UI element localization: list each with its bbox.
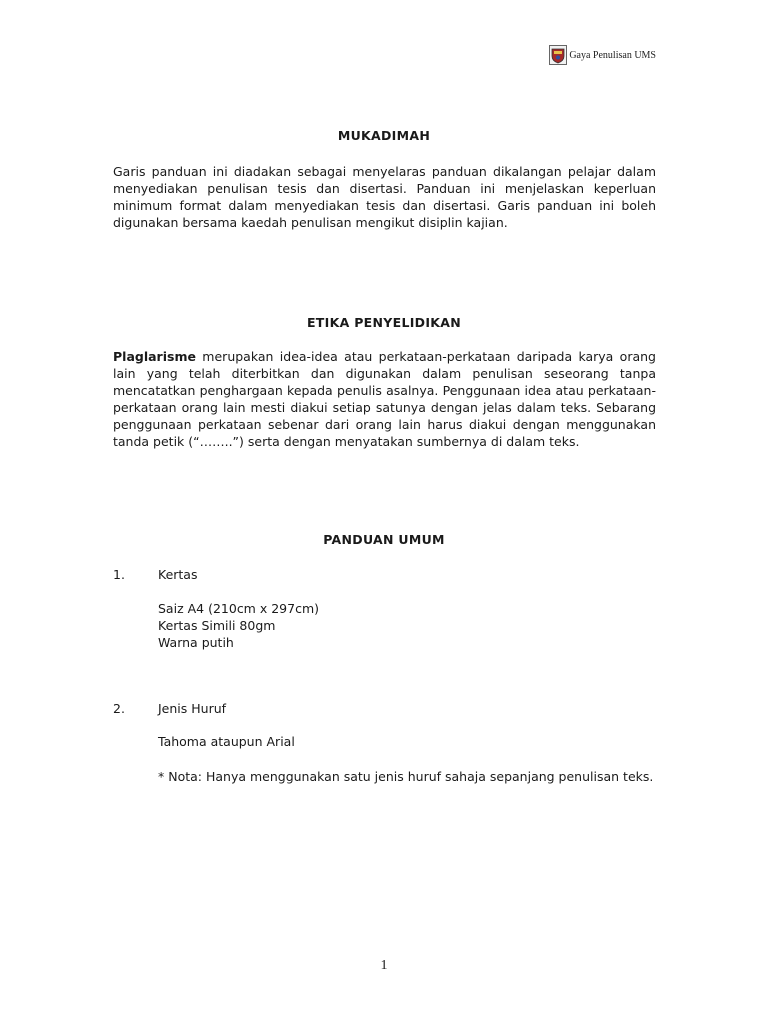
bold-term-plaglarisme: Plaglarisme (113, 349, 196, 364)
list-item-details-jenis-huruf (158, 733, 295, 750)
paragraph-mukadimah: Garis panduan ini diadakan sebagai menyelaras panduan dikalangan pelajar dalam menyediakan penulisan tesis dan disertasi. Panduan ini menjelaskan keperluan minimum format dalam menyediakan tesis dan disertasi. Garis panduan ini boleh digunakan bersama kaedah penulisan mengikut disiplin kajian. (113, 164, 656, 230)
list-item-detail: Warna putih (158, 635, 234, 650)
page-header (549, 45, 656, 65)
list-item-title-jenis-huruf: Jenis Huruf (158, 701, 227, 716)
header-title: Gaya Penulisan UMS (569, 49, 656, 61)
heading-panduan-umum: PANDUAN UMUM (323, 532, 445, 547)
note-paragraph: * Nota: Hanya menggunakan satu jenis huruf sahaja sepanjang penulisan teks. (158, 769, 654, 784)
list-item-detail: Kertas Simili 80gm (158, 618, 276, 633)
heading-mukadimah: MUKADIMAH (337, 128, 431, 143)
list-item-detail: Saiz A4 (210cm x 297cm) (158, 601, 319, 616)
list-item-number: 1. (113, 567, 125, 582)
paragraph-etika-text: merupakan idea-idea atau perkataan-perkataan daripada karya orang lain yang telah diterbitkan dan digunakan dalam penulisan seseorang tanpa mencatatkan penghargaan kepada penulis asalnya. Penggunaan idea atau perkataan-perkataan orang lain mesti diakui setiap satunya dengan jelas dalam teks. Sebarang penggunaan perkataan sebenar dari orang lain harus diakui dengan menggunakan tanda petik (“……..”) serta dengan menyatakan sumbernya di dalam teks. (113, 349, 656, 449)
university-crest-icon (549, 45, 567, 65)
heading-etika-penyelidikan: ETIKA PENYELIDIKAN (306, 315, 462, 330)
list-item-detail: Tahoma ataupun Arial (158, 734, 295, 749)
list-item-number: 2. (113, 701, 125, 716)
paragraph-etika (113, 348, 656, 450)
list-item-details-kertas (158, 600, 319, 651)
page-number: 1 (380, 958, 388, 973)
list-item-title-kertas: Kertas (158, 567, 198, 582)
